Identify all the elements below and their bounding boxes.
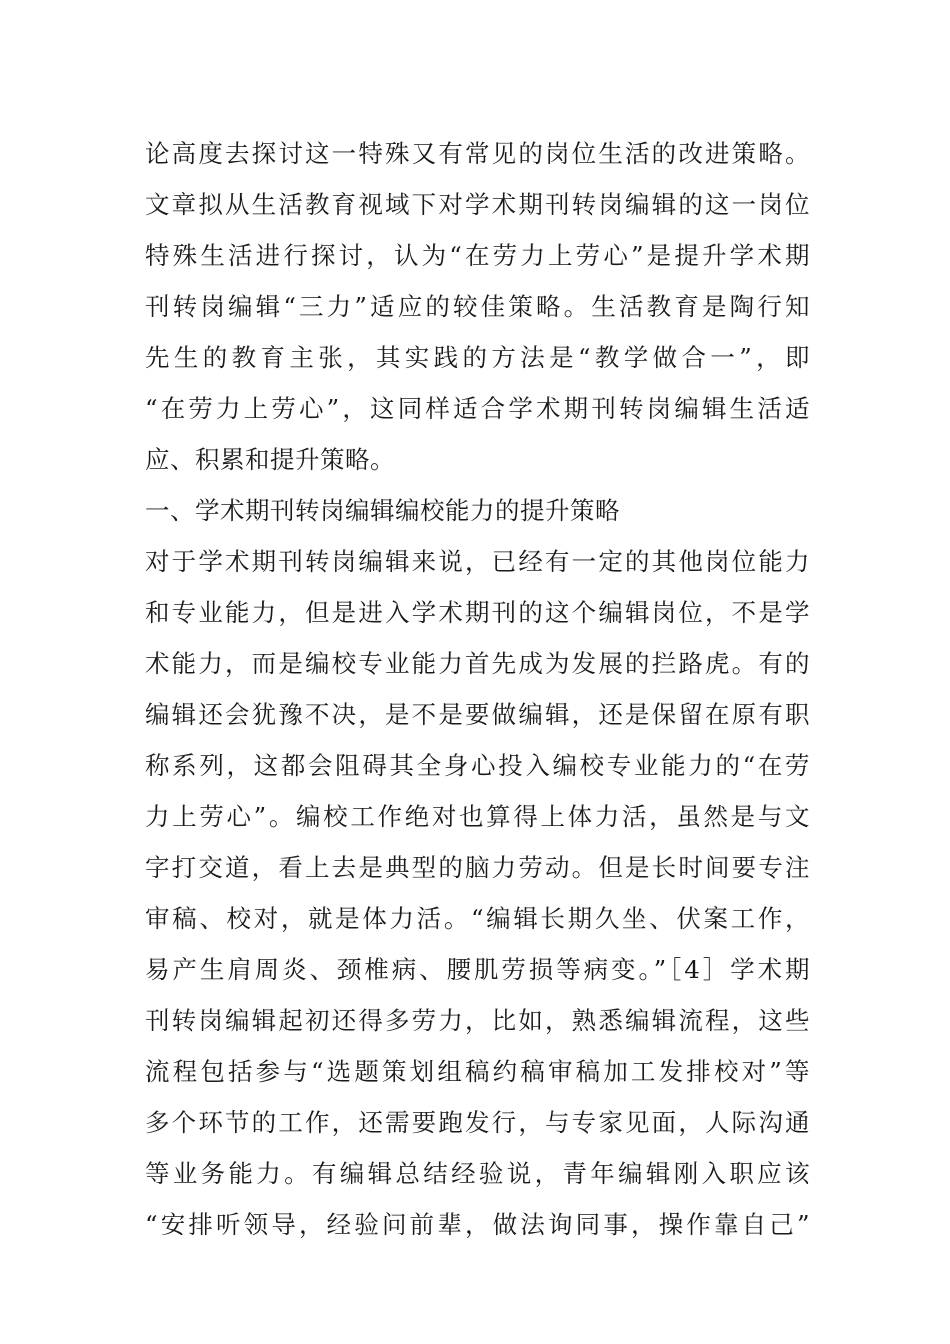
text-line: 论高度去探讨这一特殊又有常见的岗位生活的改进策略。: [145, 139, 810, 168]
text-line: “安排听领导，经验问前辈，做法询同事，操作靠自己”: [145, 1210, 810, 1239]
text-line: 应、积累和提升策略。: [145, 445, 395, 474]
text-line: 多个环节的工作，还需要跑发行，与专家见面，人际沟通: [145, 1108, 810, 1137]
text-line: 等业务能力。有编辑总结经验说，青年编辑刚入职应该: [145, 1159, 810, 1188]
text-line: 编辑还会犹豫不决，是不是要做编辑，还是保留在原有职: [145, 700, 810, 729]
text-line: 字打交道，看上去是典型的脑力劳动。但是长时间要专注: [145, 853, 810, 882]
text-line: 刊转岗编辑起初还得多劳力，比如，熟悉编辑流程，这些: [145, 1006, 810, 1035]
text-line: 对于学术期刊转岗编辑来说，已经有一定的其他岗位能力: [145, 547, 810, 576]
text-line: 力上劳心”。编校工作绝对也算得上体力活，虽然是与文: [145, 802, 810, 831]
text-line: 文章拟从生活教育视域下对学术期刊转岗编辑的这一岗位: [145, 190, 810, 219]
text-line: 先生的教育主张，其实践的方法是“教学做合一”，即: [145, 343, 810, 372]
text-line: “在劳力上劳心”，这同样适合学术期刊转岗编辑生活适: [145, 394, 810, 423]
text-line: 易产生肩周炎、颈椎病、腰肌劳损等病变。”［4］学术期: [145, 955, 810, 984]
text-line: 术能力，而是编校专业能力首先成为发展的拦路虎。有的: [145, 649, 810, 678]
text-line: 流程包括参与“选题策划组稿约稿审稿加工发排校对”等: [145, 1057, 810, 1086]
text-line: 和专业能力，但是进入学术期刊的这个编辑岗位，不是学: [145, 598, 810, 627]
section-heading: 一、学术期刊转岗编辑编校能力的提升策略: [145, 496, 620, 525]
text-line: 特殊生活进行探讨，认为“在劳力上劳心”是提升学术期: [145, 241, 810, 270]
text-line: 称系列，这都会阻碍其全身心投入编校专业能力的“在劳: [145, 751, 810, 780]
body-text: [145, 128, 810, 1250]
text-line: 审稿、校对，就是体力活。“编辑长期久坐、伏案工作，: [145, 904, 810, 933]
text-line: 刊转岗编辑“三力”适应的较佳策略。生活教育是陶行知: [145, 292, 810, 321]
